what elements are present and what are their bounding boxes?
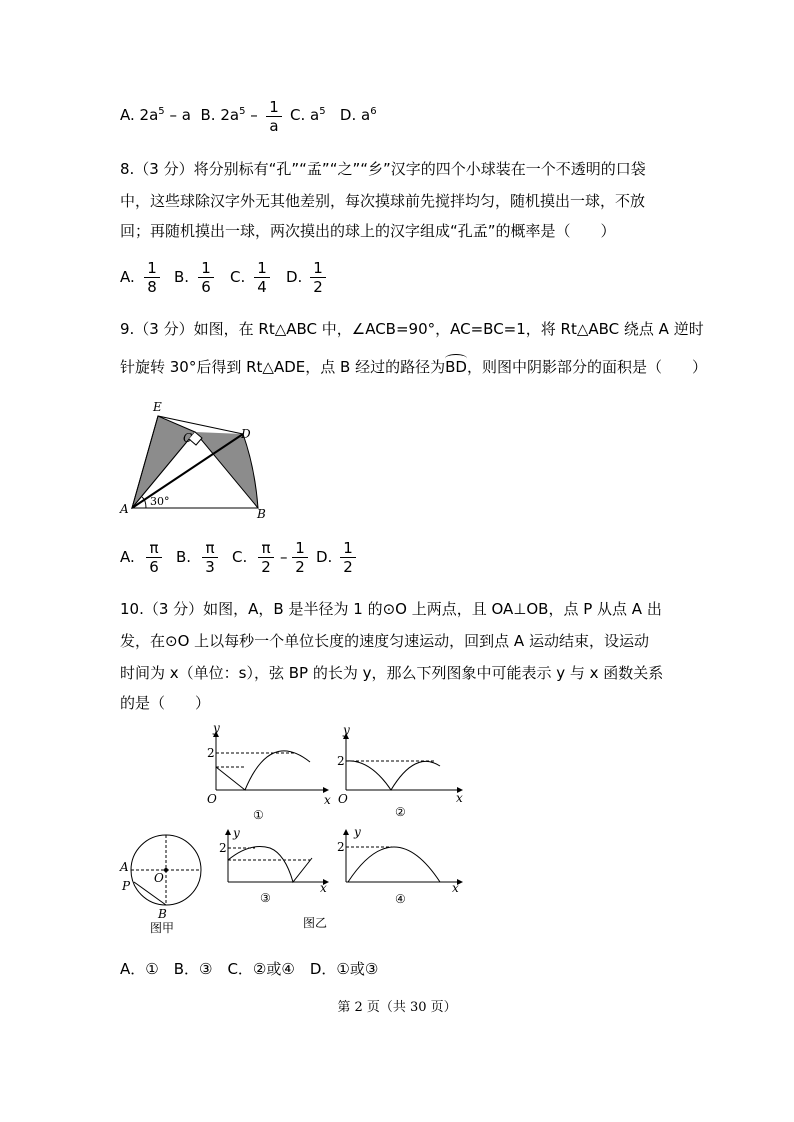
q9-option-c-label: C. (232, 548, 248, 566)
g4-label-x: x (452, 881, 459, 895)
q9-c-num2: 1 (295, 539, 305, 557)
g3-caption: ③ (260, 891, 271, 905)
q8-option-b-fraction (198, 260, 214, 295)
arc-mark-icon (445, 354, 467, 363)
q7-option-d-label: D. (339, 106, 357, 124)
g2-label-x: x (456, 791, 463, 805)
circle-center-point (164, 868, 168, 872)
q8-d-num: 1 (313, 259, 323, 277)
q9-b-num: π (205, 539, 215, 557)
g1-label-o: O (207, 792, 217, 806)
q7-option-c-exp: 5 (319, 106, 326, 117)
g2-label-o: O (338, 792, 348, 806)
q8-option-a-fraction (144, 260, 160, 295)
q8-option-d-label: D. (286, 268, 303, 286)
q9-c-num: π (261, 539, 271, 557)
q8-option-d-fraction (310, 260, 326, 295)
q9-option-a-fraction (146, 540, 162, 575)
q7-option-a-text: 2a (139, 106, 159, 124)
q9-option-a-label: A. (120, 548, 135, 566)
g2-curve (346, 761, 440, 790)
q9-option-c-minus: – (280, 548, 288, 566)
q8-line-2: 中，这些球除汉字外无其他差别，每次摸球前先搅拌均匀，随机摸出一球，不放 (120, 192, 646, 210)
q7-option-a-exp: 5 (158, 106, 165, 117)
q9-label-d: D (241, 427, 251, 441)
q7-option-c-text: a (310, 106, 320, 124)
q7-option-d-text: a (361, 106, 371, 124)
q8-a-num: 1 (147, 259, 157, 277)
q7-option-b-text: 2a (220, 106, 240, 124)
q7-option-c-label: C. (290, 106, 306, 124)
g2-caption: ② (395, 805, 406, 819)
q7-option-b-fraction (266, 99, 282, 134)
q7-options-cd (290, 106, 377, 124)
g4-label-y: y (354, 825, 361, 839)
q9-arc-bd (445, 358, 467, 376)
g2-label-2: 2 (337, 754, 345, 768)
g4-label-2: 2 (337, 840, 345, 854)
q9-line-2-post: ，则图中阴影部分的面积是（ ） (466, 358, 707, 376)
circle-label-a: A (120, 860, 129, 874)
q9-a-num: π (149, 539, 159, 557)
g3-label-x: x (320, 881, 327, 895)
q9-line-2 (120, 356, 707, 377)
q8-option-c-fraction (254, 260, 270, 295)
q9-option-c-fraction-1 (258, 540, 274, 575)
q7-option-a-tail: – a (169, 106, 191, 124)
q8-c-den: 4 (257, 278, 267, 296)
q9-label-c: C (183, 431, 193, 445)
q10-line-4: 的是（ ） (120, 694, 211, 712)
g1-label-x: x (324, 793, 331, 807)
caption-yi: 图乙 (303, 916, 328, 930)
q9-option-b-label: B. (176, 548, 192, 566)
q9-d-num: 1 (343, 539, 353, 557)
q9-label-e: E (153, 400, 162, 414)
q8-c-num: 1 (257, 259, 267, 277)
q7-option-a-label: A. (120, 106, 135, 124)
g3-label-2: 2 (219, 841, 227, 855)
q8-d-den: 2 (313, 278, 323, 296)
q8-line-3: 回；再随机摸出一球，两次摸出的球上的汉字组成“孔孟”的概率是（ ） (120, 222, 616, 240)
q10-figure (110, 722, 480, 937)
page-footer: 第 2 页（共 30 页） (337, 1000, 457, 1015)
q10-line-1: 10.（3 分）如图，A，B 是半径为 1 的⊙O 上两点，且 OA⊥OB，点 P 从点 A 出 (120, 600, 662, 618)
q10-line-3: 时间为 x（单位：s），弦 BP 的长为 y，那么下列图象中可能表示 y 与 x 函数关系 (120, 664, 664, 682)
q9-option-b-fraction (202, 540, 218, 575)
q8-option-c-label: C. (230, 268, 246, 286)
q8-b-den: 6 (201, 278, 211, 296)
g3-curve (228, 847, 312, 883)
q9-option-c-fraction-2 (292, 540, 308, 575)
g1-label-2: 2 (207, 746, 215, 760)
q10-options: A．① B．③ C．②或④ D．①或③ (120, 960, 379, 978)
q7-option-b-label: B. (200, 106, 216, 124)
caption-jia: 图甲 (150, 921, 175, 935)
q8-line-1: 8.（3 分）将分别标有“孔”“孟”“之”“乡”汉字的四个小球装在一个不透明的口袋 (120, 160, 646, 178)
g2-label-y: y (343, 723, 350, 737)
circle-label-b: B (158, 907, 167, 921)
circle-label-o: O (154, 871, 164, 885)
q9-label-a: A (120, 502, 129, 516)
q7-option-b-exp: 5 (239, 106, 246, 117)
q7-b-frac-den: a (269, 117, 279, 135)
q9-line-1: 9.（3 分）如图，在 Rt△ABC 中，∠ACB=90°，AC=BC=1，将 Rt△ABC 绕点 A 逆时 (120, 320, 704, 338)
g3-label-y: y (233, 826, 240, 840)
q7-options (120, 106, 258, 124)
q9-label-b: B (257, 507, 266, 521)
q9-c-den2: 2 (295, 558, 305, 576)
q10-line-2: 发，在⊙O 上以每秒一个单位长度的速度匀速运动，回到点 A 运动结束，设运动 (120, 632, 649, 650)
q9-a-den: 6 (149, 558, 159, 576)
q7-option-d-exp: 6 (370, 106, 377, 117)
q9-arc-label: BD (445, 358, 467, 376)
q8-b-num: 1 (201, 259, 211, 277)
q9-option-d-fraction (340, 540, 356, 575)
q7-option-b-tail: – (250, 106, 258, 124)
q9-line-2-pre: 针旋转 30°后得到 Rt△ADE，点 B 经过的路径为 (120, 358, 446, 376)
g1-caption: ① (253, 808, 264, 822)
q8-option-b-label: B. (174, 268, 190, 286)
q9-figure (110, 398, 280, 523)
g4-caption: ④ (395, 892, 406, 906)
q8-option-a-label: A. (120, 268, 135, 286)
g1-curve (216, 751, 310, 790)
q9-d-den: 2 (343, 558, 353, 576)
q8-a-den: 8 (147, 278, 157, 296)
g4-curve (348, 847, 440, 882)
g1-label-y: y (213, 722, 220, 735)
circle-label-p: P (122, 879, 131, 893)
q9-option-d-label: D. (316, 548, 333, 566)
q9-c-den: 2 (261, 558, 271, 576)
q9-label-angle: 30° (150, 495, 170, 508)
q7-b-frac-num: 1 (269, 98, 279, 116)
q9-b-den: 3 (205, 558, 215, 576)
